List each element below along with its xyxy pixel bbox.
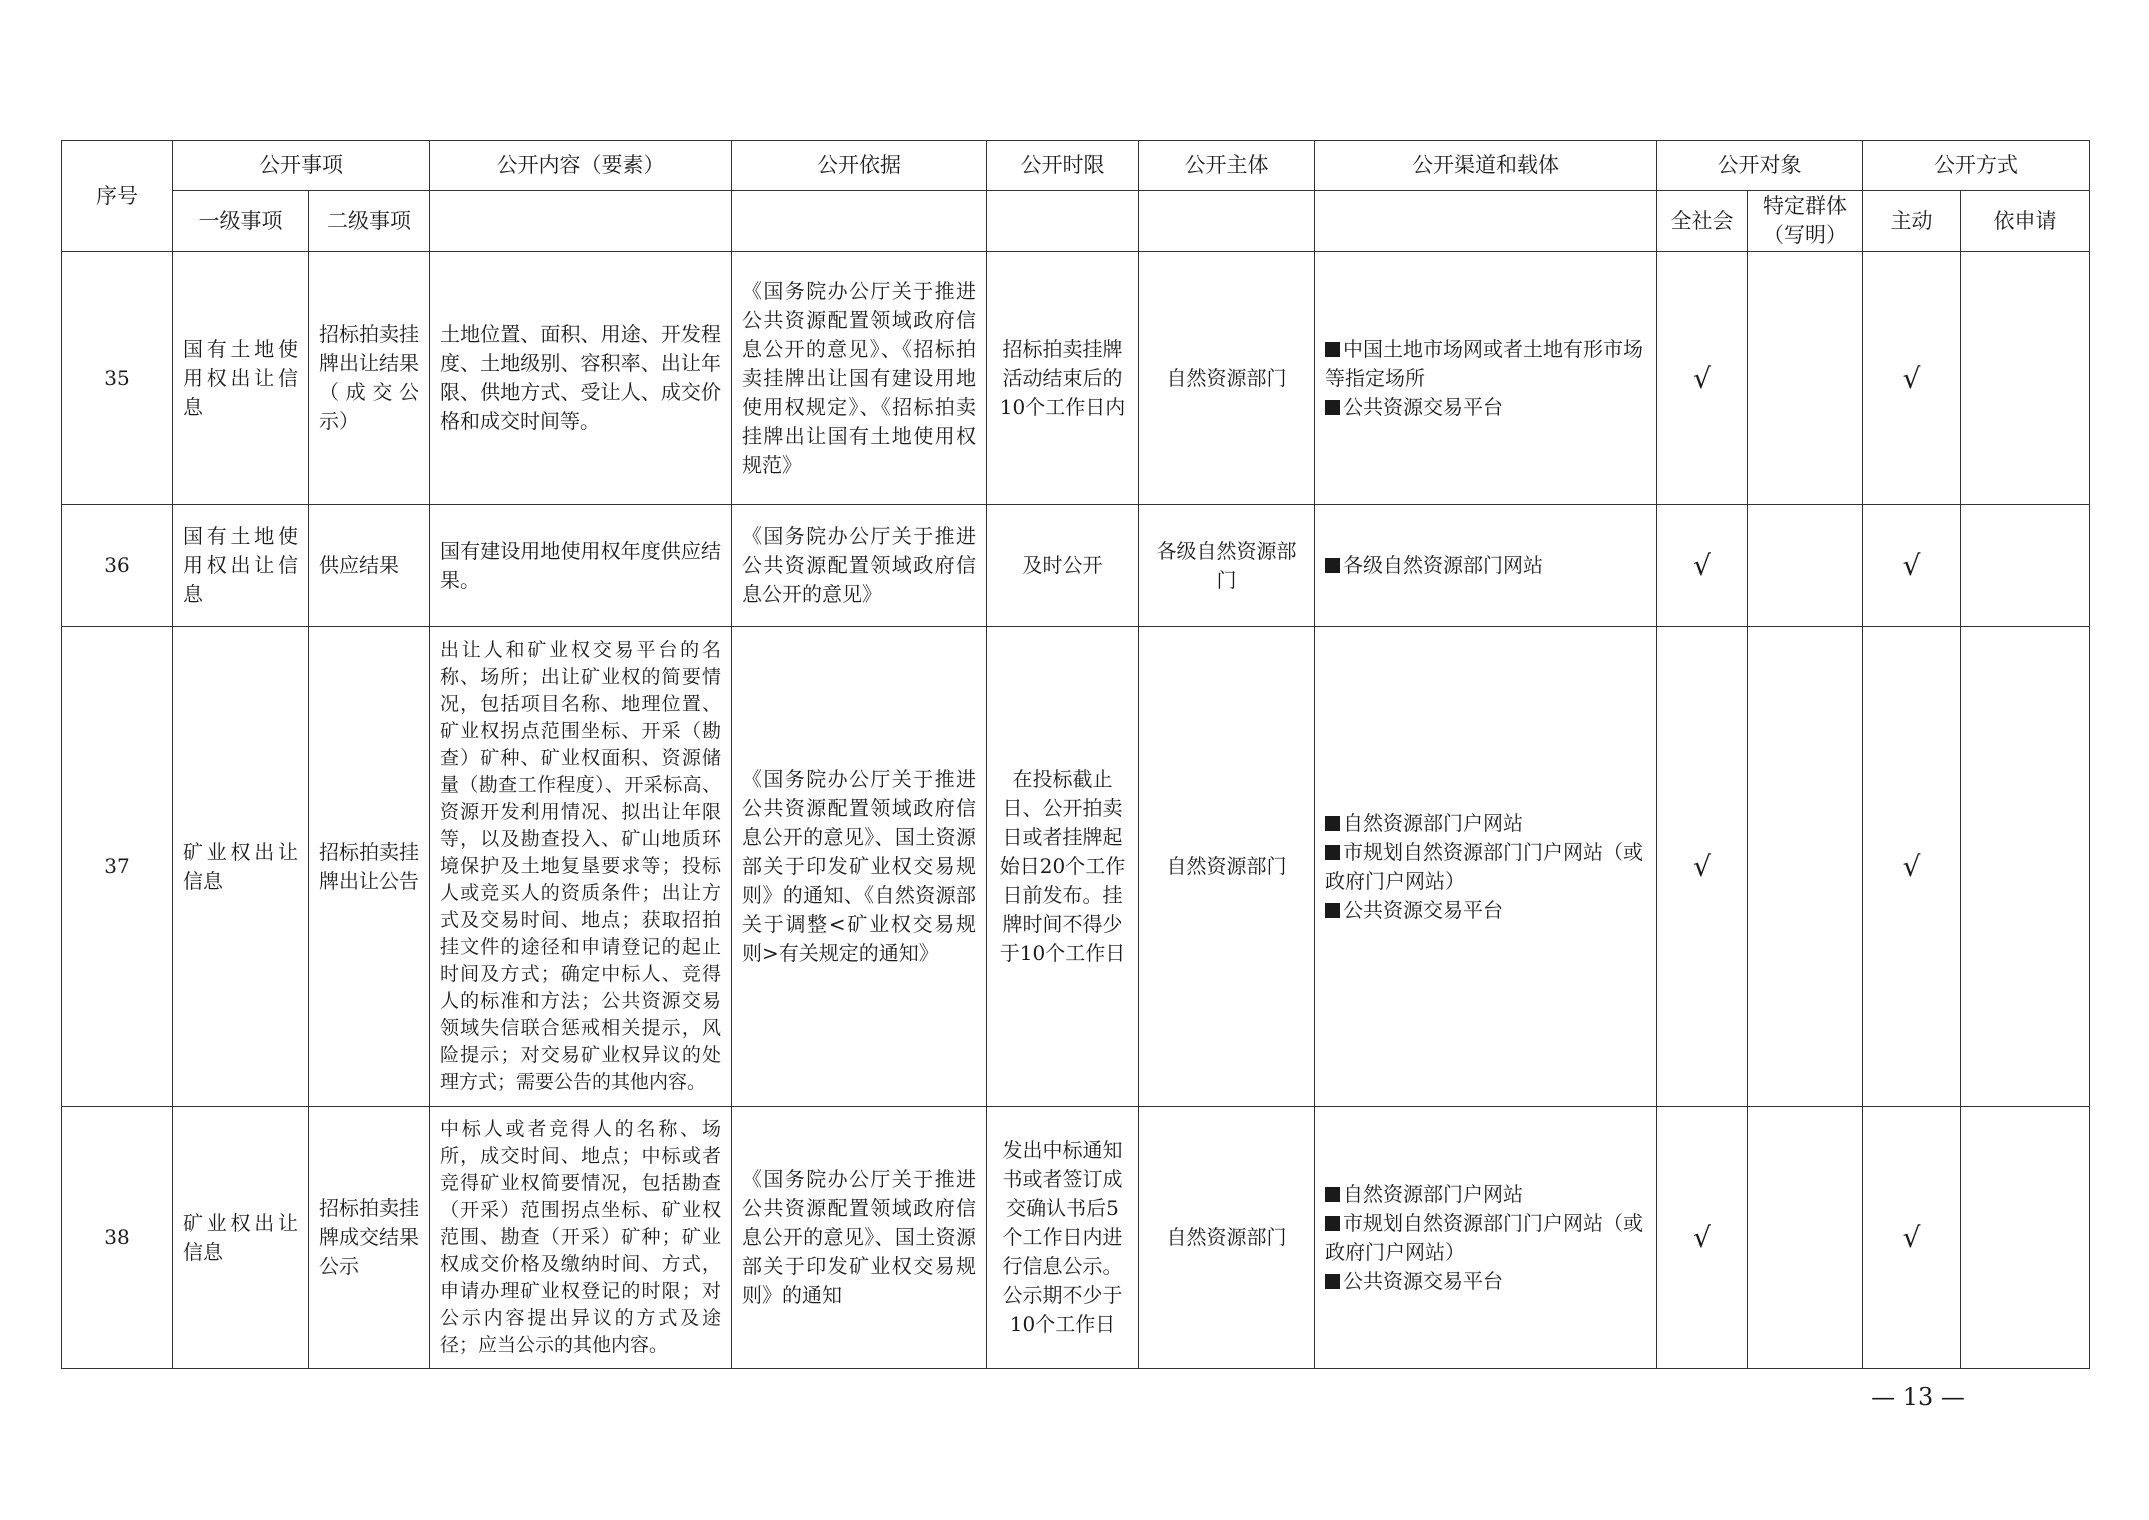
row-target-all: √ [1657,1107,1748,1369]
black-square-icon [1325,1187,1340,1202]
black-square-icon [1325,1274,1340,1289]
row-time-limit: 及时公开 [987,505,1139,627]
channel-item [1325,1267,1646,1296]
row-target-specific [1748,1107,1863,1369]
row-level2: 招标拍卖挂牌出让公告 [309,627,430,1107]
header-time-blank [987,191,1139,252]
row-method-active: √ [1863,505,1961,627]
channel-item [1325,1180,1646,1209]
row-seq: 37 [62,627,173,1107]
channel-text: 中国土地市场网或者土地有形市场等指定场所 [1325,336,1643,390]
row-level2: 供应结果 [309,505,430,627]
row-level1: 矿业权出让信息 [173,1107,309,1369]
row-time-limit: 发出中标通知书或者签订成交确认书后5个工作日内进行信息公示。公示期不少于10个工作日 [987,1107,1139,1369]
row-time-limit: 招标拍卖挂牌活动结束后的10个工作日内 [987,252,1139,505]
row-target-all: √ [1657,505,1748,627]
header-content-blank [430,191,732,252]
header-method: 公开方式 [1863,141,2090,191]
channel-item [1325,838,1646,896]
header-method-active: 主动 [1863,191,1961,252]
row-seq: 35 [62,252,173,505]
row-content: 国有建设用地使用权年度供应结果。 [430,505,732,627]
row-target-all: √ [1657,252,1748,505]
row-seq: 38 [62,1107,173,1369]
header-basis: 公开依据 [732,141,987,191]
row-method-active: √ [1863,627,1961,1107]
row-content: 中标人或者竞得人的名称、场所，成交时间、地点；中标或者竞得矿业权简要情况，包括勘查（开采）范围拐点坐标、矿业权范围、勘查（开采）矿种；矿业权成交价格及缴纳时间、方式，申请办理矿业权登记的时限；对公示内容提出异议的方式及途径；应当公示的其他内容。 [430,1107,732,1369]
row-level2: 招标拍卖挂牌出让结果（成交公示） [309,252,430,505]
row-level1: 国有土地使用权出让信息 [173,252,309,505]
header-level2: 二级事项 [309,191,430,252]
header-subject: 公开主体 [1139,141,1315,191]
row-method-request [1961,505,2090,627]
header-level1: 一级事项 [173,191,309,252]
row-level1: 矿业权出让信息 [173,627,309,1107]
channel-item [1325,551,1646,580]
channel-text: 公共资源交易平台 [1343,394,1503,419]
table-row [62,252,2090,505]
row-channels [1315,627,1657,1107]
row-method-active: √ [1863,1107,1961,1369]
row-target-specific [1748,252,1863,505]
subheader-row [62,191,2090,252]
row-subject: 自然资源部门 [1139,252,1315,505]
channel-item [1325,1209,1646,1267]
row-method-request [1961,252,2090,505]
header-seq: 序号 [62,141,173,252]
channel-item [1325,809,1646,838]
channel-text: 公共资源交易平台 [1343,897,1503,922]
table-row [62,505,2090,627]
black-square-icon [1325,342,1340,357]
black-square-icon [1325,816,1340,831]
header-basis-blank [732,191,987,252]
row-basis: 《国务院办公厅关于推进公共资源配置领域政府信息公开的意见》 [732,505,987,627]
channel-text: 各级自然资源部门网站 [1343,553,1543,577]
row-target-specific [1748,505,1863,627]
row-method-request [1961,1107,2090,1369]
row-seq: 36 [62,505,173,627]
row-time-limit: 在投标截止日、公开拍卖日或者挂牌起始日20个工作日前发布。挂牌时间不得少于10个工作日 [987,627,1139,1107]
row-channels [1315,252,1657,505]
header-channel: 公开渠道和载体 [1315,141,1657,191]
row-channels [1315,1107,1657,1369]
black-square-icon [1325,400,1340,415]
row-subject: 各级自然资源部门 [1139,505,1315,627]
channel-text: 市规划自然资源部门门户网站（或政府门户网站） [1325,839,1643,893]
black-square-icon [1325,903,1340,918]
channel-text: 市规划自然资源部门门户网站（或政府门户网站） [1325,1210,1643,1264]
row-subject: 自然资源部门 [1139,1107,1315,1369]
page-number: — 13 — [1871,1383,1965,1411]
header-subject-blank [1139,191,1315,252]
row-method-request [1961,627,2090,1107]
row-basis: 《国务院办公厅关于推进公共资源配置领域政府信息公开的意见》、国土资源部关于印发矿业权交易规则》的通知、《自然资源部关于调整<矿业权交易规则>有关规定的通知》 [732,627,987,1107]
channel-item [1325,335,1646,393]
header-channel-blank [1315,191,1657,252]
row-content: 出让人和矿业权交易平台的名称、场所；出让矿业权的简要情况，包括项目名称、地理位置、矿业权拐点范围坐标、开采（勘查）矿种、矿业权面积、资源储量（勘查工作程度）、开采标高、资源开发利用情况、拟出让年限等，以及勘查投入、矿山地质环境保护及土地复垦要求等；投标人或竞买人的资质条件；出让方式及交易时间、地点；获取招拍挂文件的途径和申请登记的起止时间及方式；确定中标人、竞得人的标准和方法；公共资源交易领域失信联合惩戒相关提示，风险提示；对交易矿业权异议的处理方式；需要公告的其他内容。 [430,627,732,1107]
black-square-icon [1325,558,1340,573]
header-time-limit: 公开时限 [987,141,1139,191]
disclosure-table [61,140,2090,1369]
row-level1: 国有土地使用权出让信息 [173,505,309,627]
header-method-request: 依申请 [1961,191,2090,252]
row-method-active: √ [1863,252,1961,505]
row-basis: 《国务院办公厅关于推进公共资源配置领域政府信息公开的意见》、国土资源部关于印发矿业权交易规则》的通知 [732,1107,987,1369]
channel-text: 自然资源部门户网站 [1343,810,1523,835]
channel-text: 自然资源部门户网站 [1343,1181,1523,1206]
channel-item [1325,393,1646,422]
header-target-specific: 特定群体（写明） [1748,191,1863,252]
header-items: 公开事项 [173,141,430,191]
channel-text: 公共资源交易平台 [1343,1268,1503,1293]
table-row [62,627,2090,1107]
row-level2: 招标拍卖挂牌成交结果公示 [309,1107,430,1369]
header-target-all: 全社会 [1657,191,1748,252]
header-content: 公开内容（要素） [430,141,732,191]
row-basis: 《国务院办公厅关于推进公共资源配置领域政府信息公开的意见》、《招标拍卖挂牌出让国有建设用地使用权规定》、《招标拍卖挂牌出让国有土地使用权规范》 [732,252,987,505]
row-target-specific [1748,627,1863,1107]
row-channels [1315,505,1657,627]
table-row [62,1107,2090,1369]
row-subject: 自然资源部门 [1139,627,1315,1107]
row-target-all: √ [1657,627,1748,1107]
black-square-icon [1325,845,1340,860]
header-row [62,141,2090,191]
black-square-icon [1325,1216,1340,1231]
channel-item [1325,896,1646,925]
row-content: 土地位置、面积、用途、开发程度、土地级别、容积率、出让年限、供地方式、受让人、成交价格和成交时间等。 [430,252,732,505]
header-target: 公开对象 [1657,141,1863,191]
